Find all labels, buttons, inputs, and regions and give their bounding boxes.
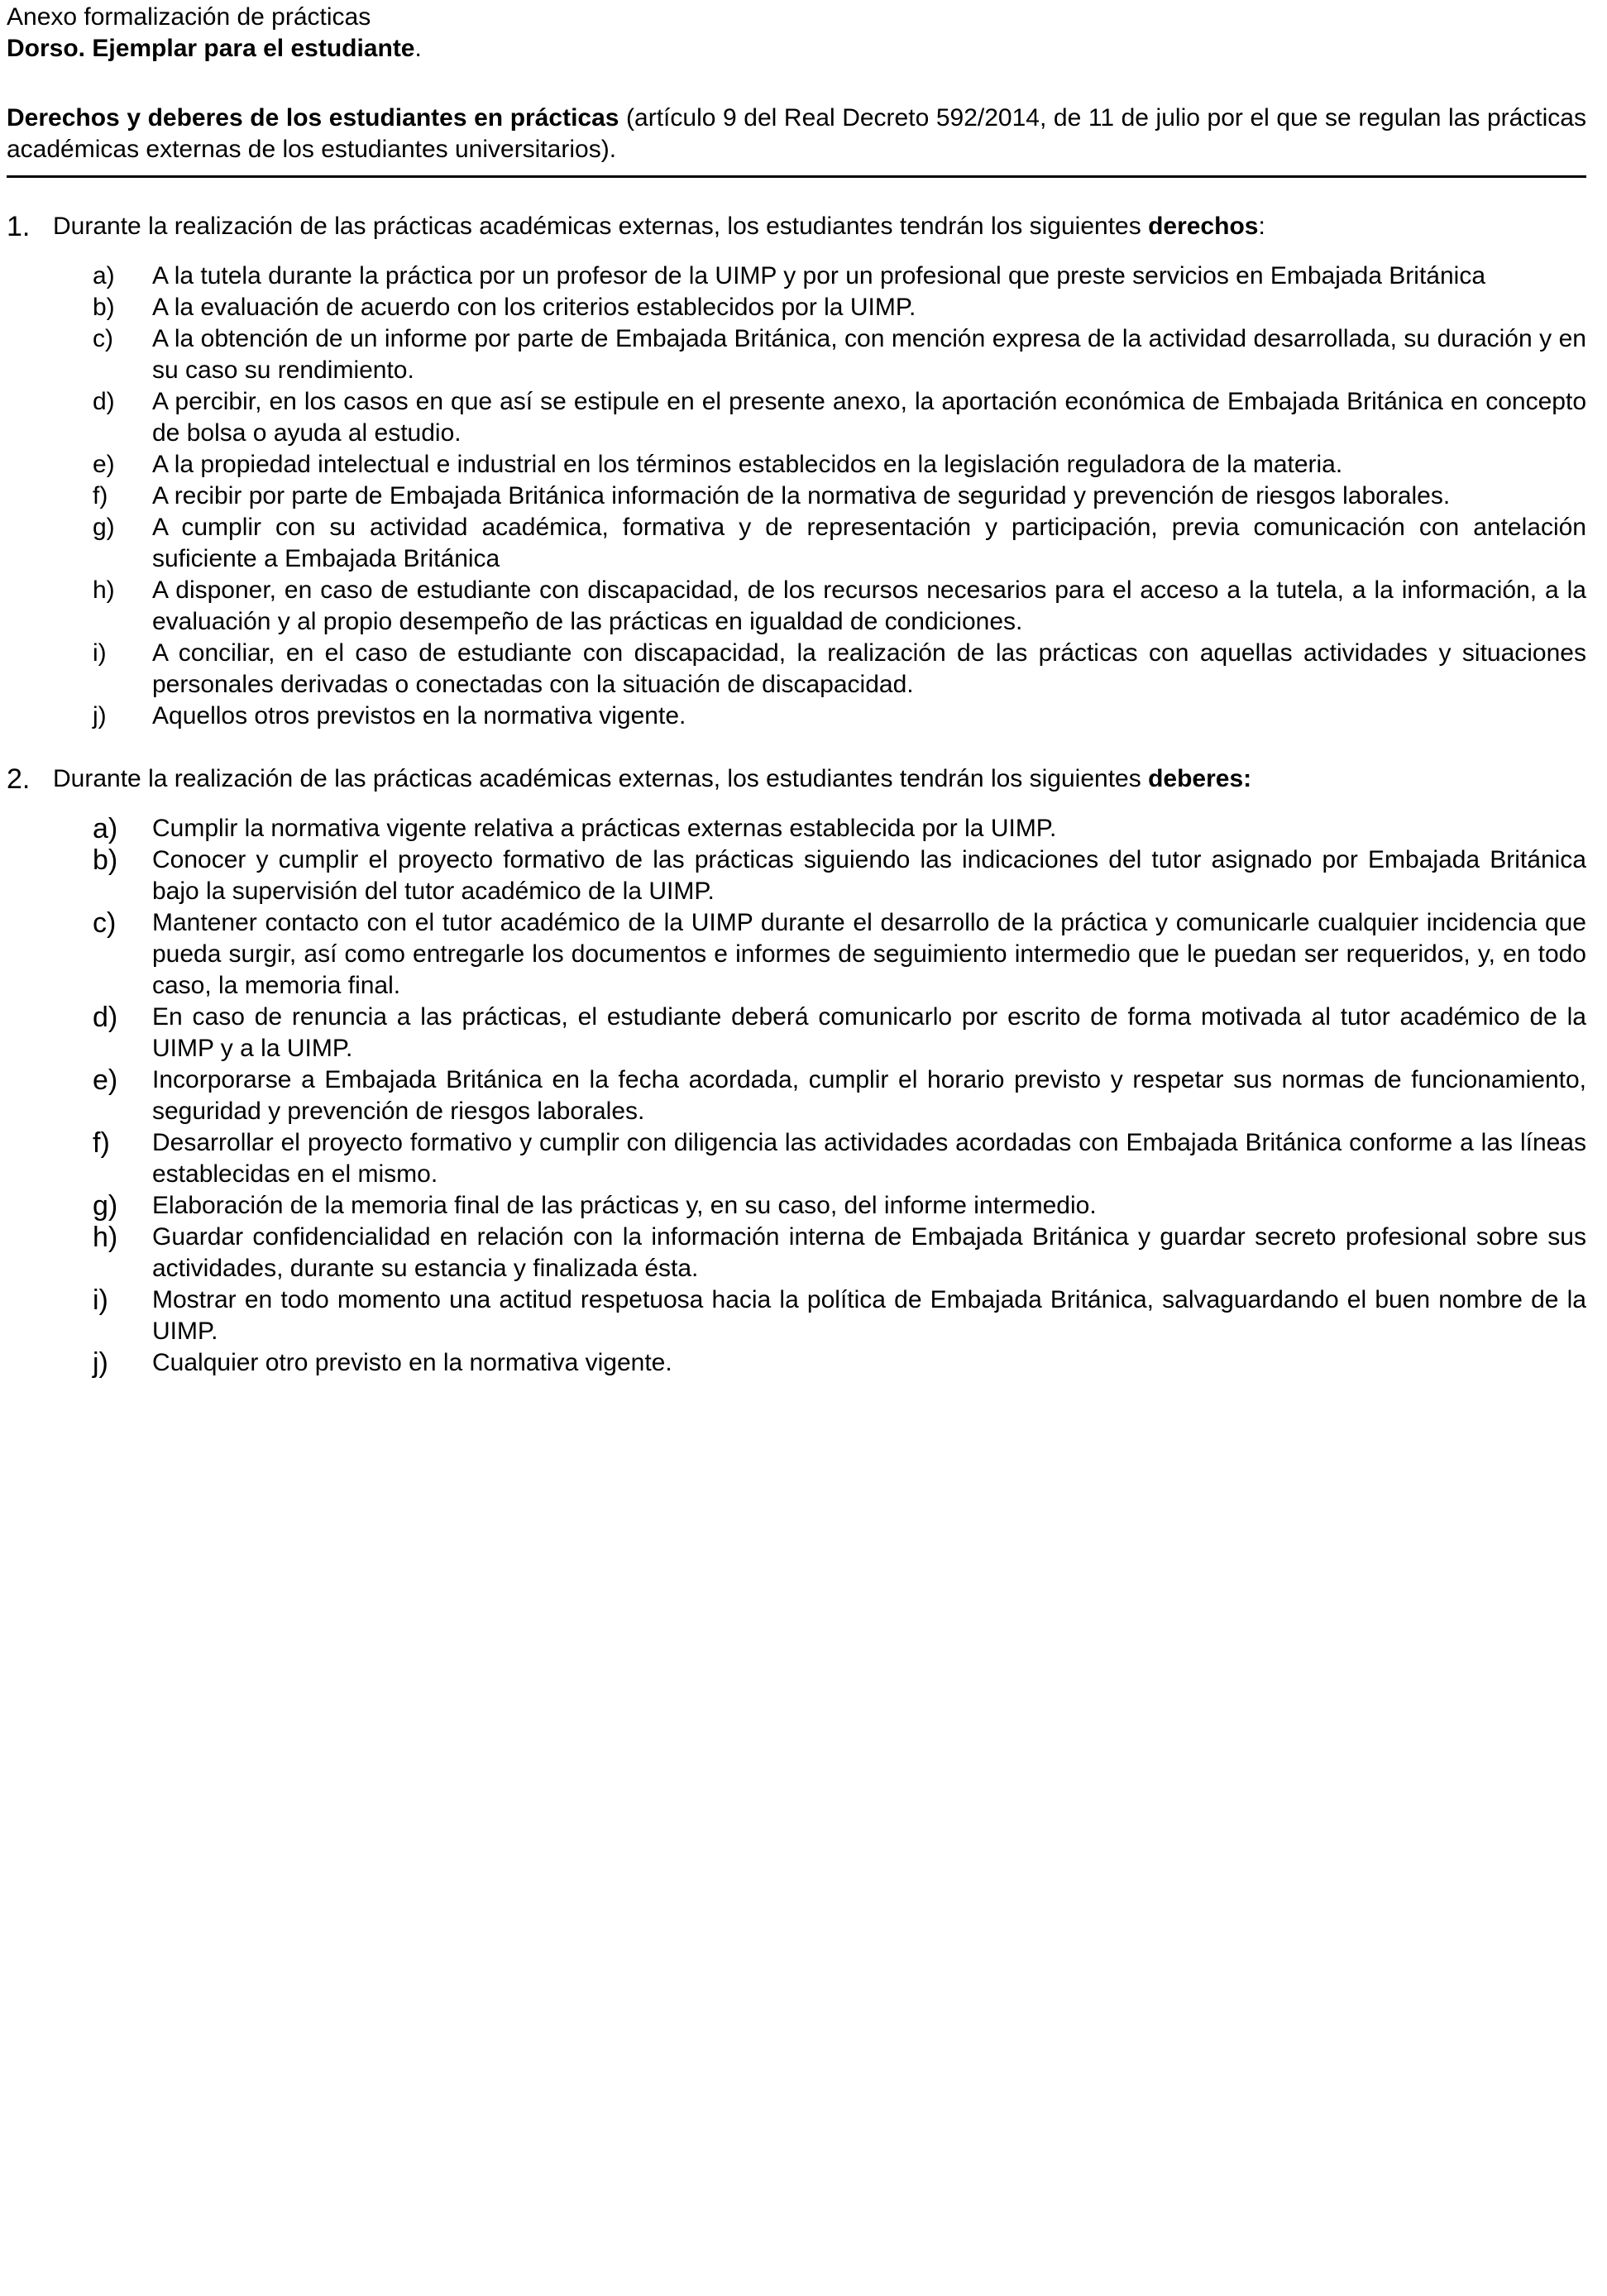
list-item-text: Mantener contacto con el tutor académico de la UIMP durante el desarrollo de la práctica y comunicarle cualquier incidencia que pueda surgir, así como entregarle los documentos e informes de seguimiento intermedio que le puedan ser requeridos, y, en todo caso, la memoria final. [152,909,1586,999]
section-heading [7,211,1586,242]
list-item [7,1190,1586,1222]
section-number: 1. [7,211,31,242]
list-item-letter: j) [93,1347,108,1379]
list-item-text: Incorporarse a Embajada Británica en la fecha acordada, cumplir el horario previsto y respetar sus normas de funcionamiento, seguridad y prevención de riesgos laborales. [152,1066,1586,1125]
list-item-letter: c) [93,325,113,352]
section-duties [7,763,1586,1379]
intro-heading: Derechos y deberes de los estudiantes en prácticas [7,104,619,132]
section-lead: Durante la realización de las prácticas académicas externas, los estudiantes tendrán los siguientes [53,213,1149,240]
list-item-text: Mostrar en todo momento una actitud respetuosa hacia la política de Embajada Británica, salvaguardando el buen nombre de la UIMP. [152,1286,1586,1345]
list-item-text: Elaboración de la memoria final de las prácticas y, en su caso, del informe intermedio. [152,1192,1097,1219]
list-item [7,449,1586,481]
intro-text: (artículo 9 del Real Decreto 592/2014, de 11 de julio por el que se regulan las prácticas académicas externas de los estudiantes universitarios). [7,104,1586,163]
section-heading-text [53,211,1265,242]
list-item [7,638,1586,701]
list-item-letter: f) [93,482,108,509]
list-item [7,1284,1586,1347]
list-item [7,512,1586,575]
list-item-text: En caso de renuncia a las prácticas, el estudiante deberá comunicarlo por escrito de forma motivada al tutor académico de la UIMP y a la UIMP. [152,1003,1586,1062]
list-item-letter: b) [93,294,115,321]
list-item [7,1002,1586,1064]
list-item [7,1127,1586,1190]
list-item-letter: g) [93,1190,118,1222]
section-heading [7,763,1586,795]
section-number: 2. [7,763,31,795]
list-item [7,701,1586,732]
list-item-text: A la propiedad intelectual e industrial en los términos establecidos en la legislación reguladora de la materia. [152,451,1343,478]
list-item-letter: d) [93,388,115,415]
list-item-text: Desarrollar el proyecto formativo y cumplir con diligencia las actividades acordadas con Embajada Británica conforme a las líneas establecidas en el mismo. [152,1129,1586,1188]
list-item [7,1064,1586,1127]
list-item-letter: e) [93,1064,118,1096]
list-item-letter: c) [93,907,117,939]
section-rights [7,211,1586,732]
list-item-text: Aquellos otros previstos en la normativa vigente. [152,702,686,729]
rights-list [7,261,1586,732]
list-item [7,907,1586,1002]
document-header-subtitle [7,33,1586,65]
section-heading-text [53,763,1251,795]
list-item [7,481,1586,512]
section-lead: Durante la realización de las prácticas académicas externas, los estudiantes tendrán los siguientes [53,765,1149,792]
list-item [7,575,1586,638]
list-item-text: Guardar confidencialidad en relación con la información interna de Embajada Británica y guardar secreto profesional sobre sus actividades, durante su estancia y finalizada ésta. [152,1223,1586,1282]
list-item-letter: g) [93,514,115,541]
list-item [7,844,1586,907]
list-item [7,1347,1586,1379]
list-item-letter: i) [93,639,107,667]
list-item-text: A conciliar, en el caso de estudiante con discapacidad, la realización de las prácticas con aquellas actividades y situaciones personales derivadas o conectadas con la situación de discapacidad. [152,639,1586,698]
list-item-text: A la tutela durante la práctica por un profesor de la UIMP y por un profesional que preste servicios en Embajada Británica [152,262,1486,289]
duties-list [7,813,1586,1379]
document-page [7,0,1586,1379]
list-item-text: A recibir por parte de Embajada Británica información de la normativa de seguridad y prevención de riesgos laborales. [152,482,1451,509]
intro-paragraph [7,103,1586,178]
list-item-letter: d) [93,1002,118,1033]
section-tail: : [1258,213,1265,240]
section-keyword: deberes: [1148,765,1252,792]
list-item-letter: h) [93,1222,118,1253]
list-item-letter: f) [93,1127,110,1159]
list-item-letter: e) [93,451,115,478]
list-item [7,386,1586,449]
list-item-text: A la evaluación de acuerdo con los criterios establecidos por la UIMP. [152,294,916,321]
list-item [7,292,1586,323]
list-item [7,323,1586,386]
list-item [7,1222,1586,1284]
list-item-letter: i) [93,1284,108,1316]
list-item [7,261,1586,292]
list-item-letter: j) [93,702,107,729]
list-item [7,813,1586,844]
list-item-text: A cumplir con su actividad académica, formativa y de representación y participación, previa comunicación con antelación suficiente a Embajada Británica [152,514,1586,572]
list-item-letter: b) [93,844,118,876]
list-item-text: A la obtención de un informe por parte de Embajada Británica, con mención expresa de la actividad desarrollada, su duración y en su caso su rendimiento. [152,325,1586,384]
document-header-title: Anexo formalización de prácticas [7,3,371,31]
list-item-text: Cualquier otro previsto en la normativa vigente. [152,1349,672,1376]
list-item-text: A percibir, en los casos en que así se estipule en el presente anexo, la aportación económica de Embajada Británica en concepto de bolsa o ayuda al estudio. [152,388,1586,447]
list-item-letter: a) [93,813,118,844]
section-keyword: derechos [1148,213,1259,240]
list-item-letter: a) [93,262,115,289]
list-item-text: Cumplir la normativa vigente relativa a prácticas externas establecida por la UIMP. [152,815,1057,842]
list-item-letter: h) [93,576,115,604]
list-item-text: A disponer, en caso de estudiante con discapacidad, de los recursos necesarios para el acceso a la tutela, a la información, a la evaluación y al propio desempeño de las prácticas en igualdad de condiciones. [152,576,1586,635]
list-item-text: Conocer y cumplir el proyecto formativo de las prácticas siguiendo las indicaciones del tutor asignado por Embajada Británica bajo la supervisión del tutor académico de la UIMP. [152,846,1586,905]
document-header-subtitle-bold: Dorso. Ejemplar para el estudiante [7,35,415,62]
document-header-subtitle-end: . [414,35,422,62]
